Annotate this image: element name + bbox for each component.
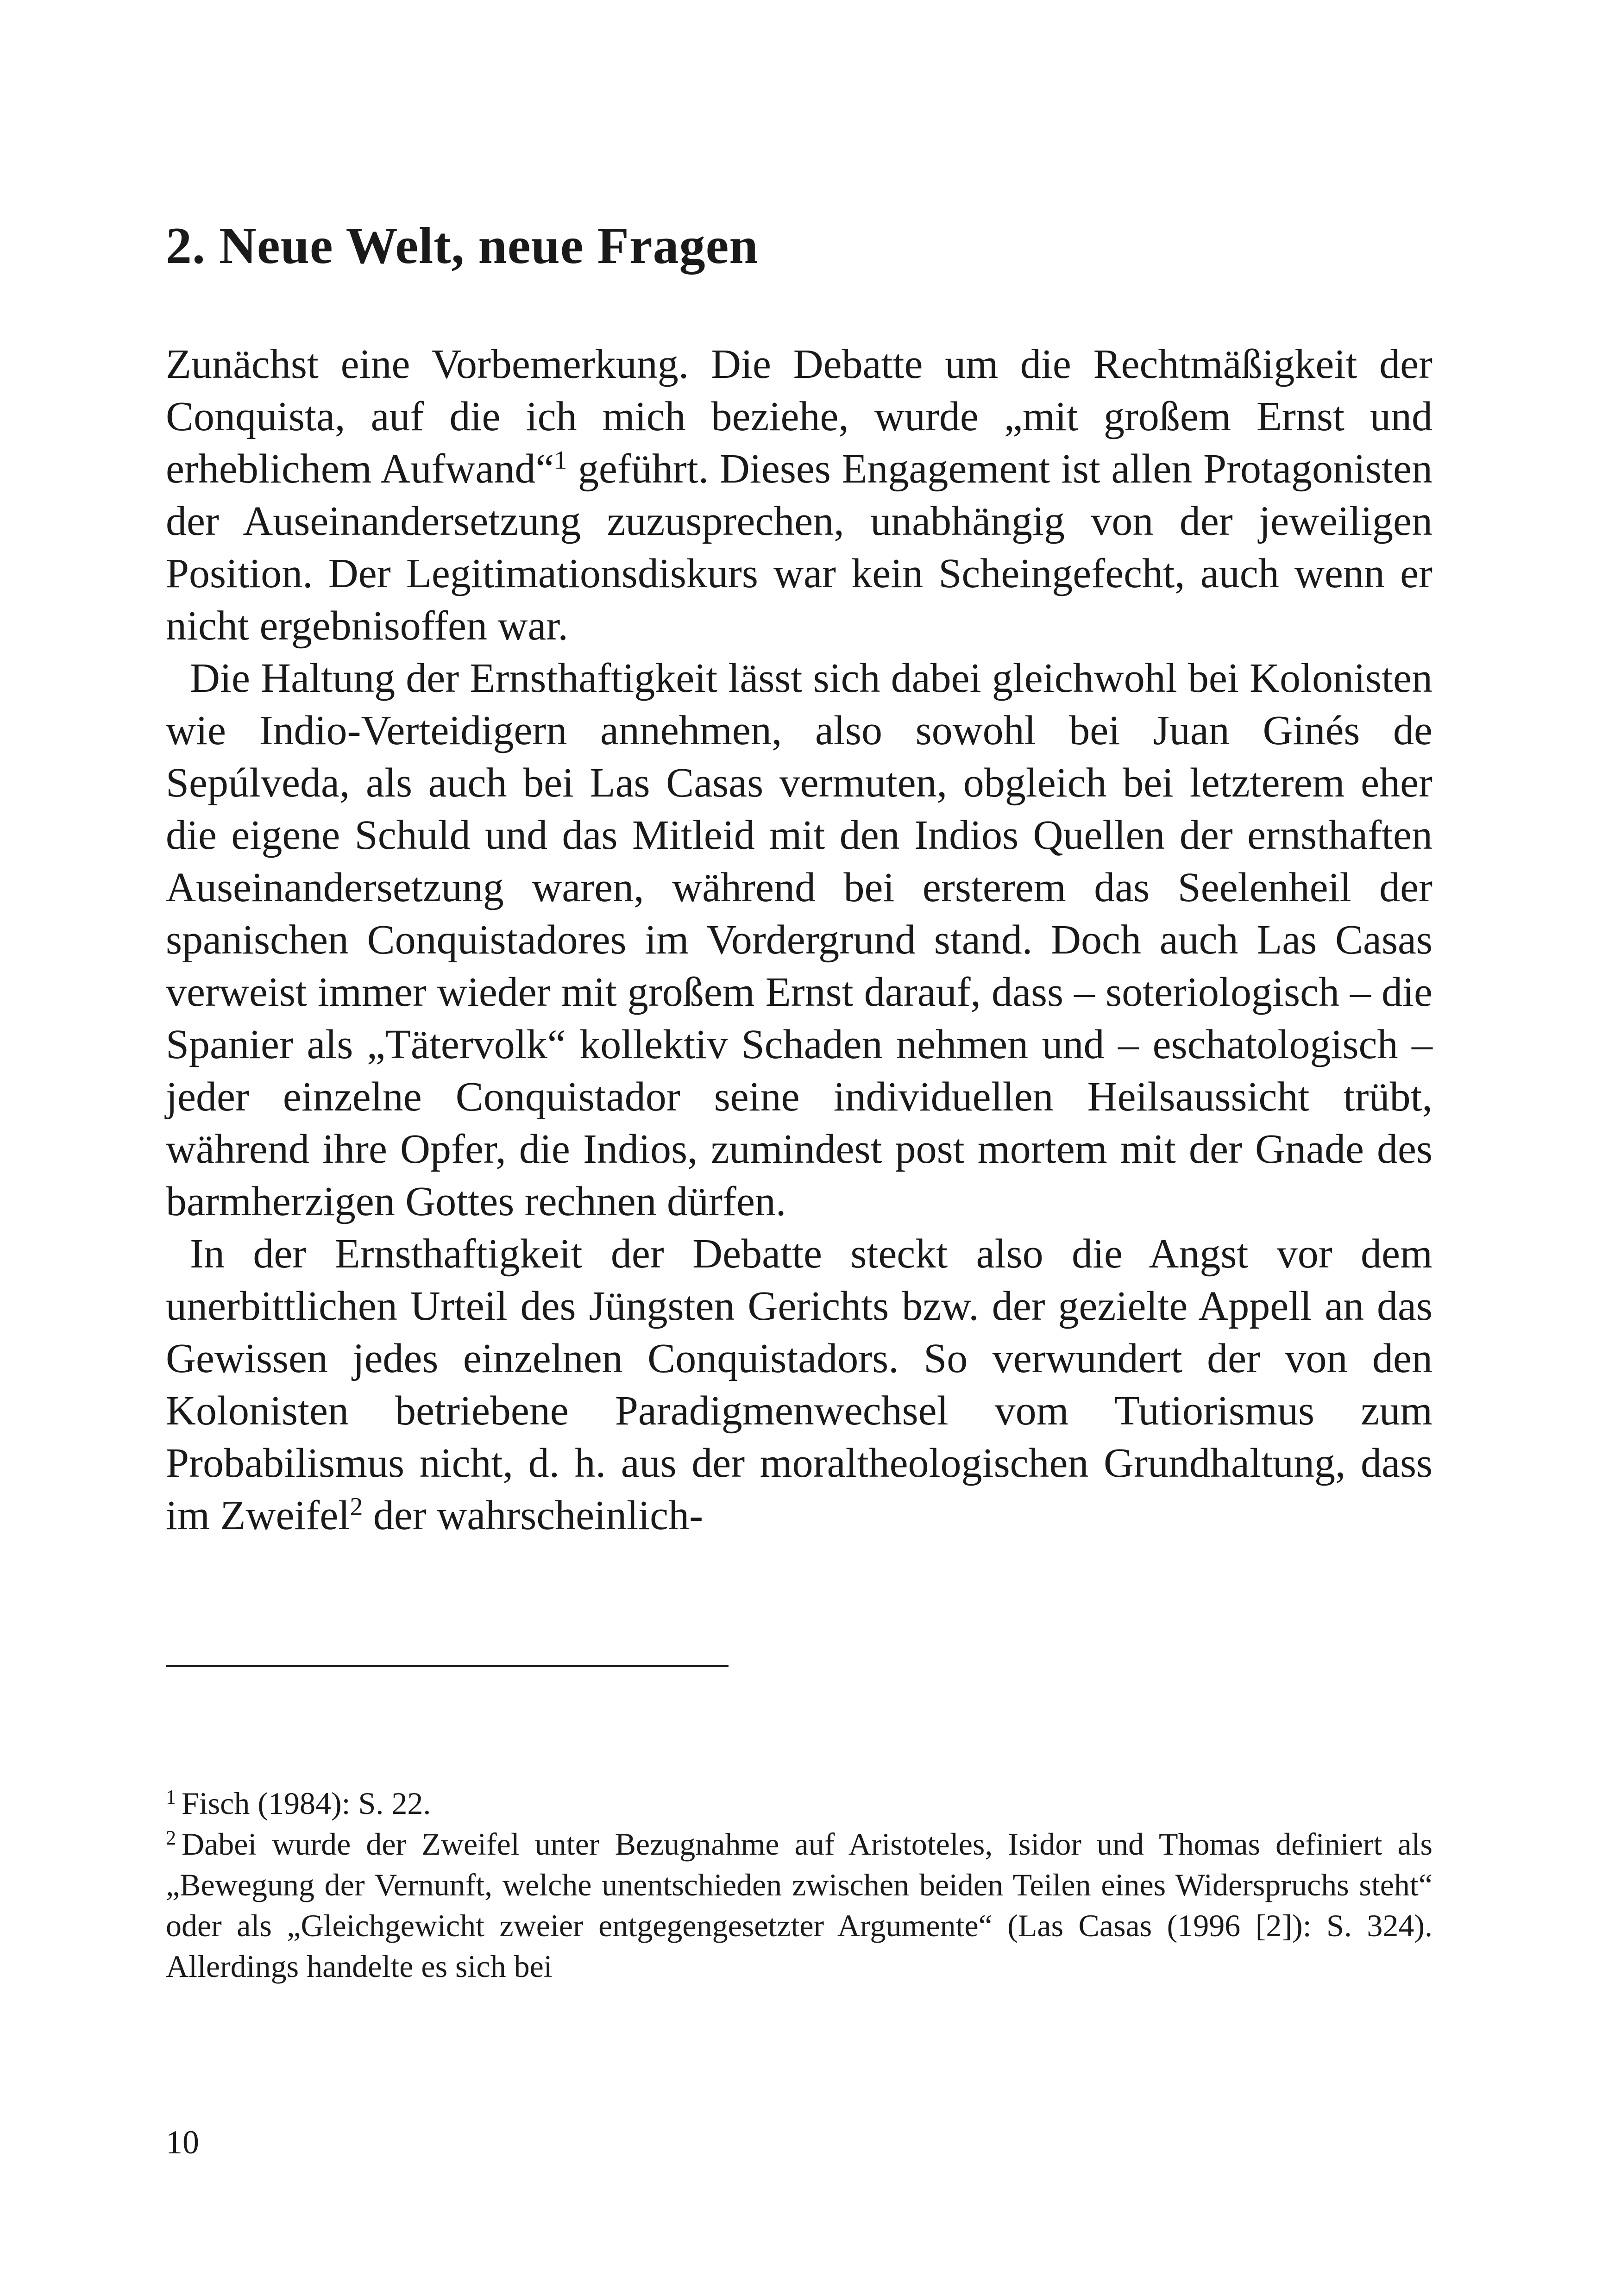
footnote-number-2: 2 xyxy=(166,1826,176,1849)
footnote-text-1: Fisch (1984): S. 22. xyxy=(182,1786,431,1821)
paragraph-3 xyxy=(166,1228,1433,1542)
paragraph-1 xyxy=(166,338,1433,652)
page-number: 10 xyxy=(166,2124,199,2161)
footnote-ref-2[interactable]: 2 xyxy=(350,1493,363,1521)
chapter-heading: 2. Neue Welt, neue Fragen xyxy=(166,217,759,275)
body-text xyxy=(166,338,1433,1542)
footnote-number-1: 1 xyxy=(166,1786,176,1808)
paragraph-3-text-a: In der Ernsthaftigkeit der Debatte steckt also die Angst vor dem unerbittlichen Urteil des Jüngsten Gerichts bzw. der gezielte Appell an das Gewissen jedes einzelnen Conquistadors. So verwundert der von den Kolonisten betriebene Paradigmenwechsel vom Tutiorismus zum Probabilismus nicht, d. h. aus der moraltheologischen Grundhaltung, dass im Zweifel xyxy=(166,1231,1433,1538)
footnote-divider xyxy=(166,1665,729,1667)
footnote-1 xyxy=(166,1783,1433,1824)
footnotes xyxy=(166,1783,1433,1987)
footnote-2 xyxy=(166,1824,1433,1987)
footnote-ref-1[interactable]: 1 xyxy=(554,446,567,475)
footnote-text-2: Dabei wurde der Zweifel unter Bezugnahme auf Aristoteles, Isidor und Thomas definiert als „Bewegung der Vernunft, welche unentschieden zwischen beiden Teilen eines Widerspruchs steht“ oder als „Gleichgewicht zweier entgegengesetzter Argumente“ (Las Casas (1996 [2]): S. 324). Allerdings handelte es sich bei xyxy=(166,1826,1433,1984)
paragraph-2: Die Haltung der Ernsthaftigkeit lässt sich dabei gleichwohl bei Kolonisten wie Indio-Verteidigern annehmen, also sowohl bei Juan Ginés de Sepúlveda, als auch bei Las Casas vermuten, obgleich bei letzterem eher die eigene Schuld und das Mitleid mit den Indios Quellen der ernsthaften Auseinandersetzung waren, während bei ersterem das Seelenheil der spanischen Conquistadores im Vordergrund stand. Doch auch Las Casas verweist immer wieder mit großem Ernst darauf, dass – soteriologisch – die Spanier als „Tätervolk“ kollektiv Schaden nehmen und – eschatologisch – jeder einzelne Conquistador seine individuellen Heilsaussicht trübt, während ihre Opfer, die Indios, zumindest post mortem mit der Gnade des barmherzigen Gottes rechnen dürfen. xyxy=(166,655,1433,1224)
paragraph-1-text-b: geführt. Dieses Engagement ist allen Protagonisten der Auseinandersetzung zuzusprechen, unabhängig von der jeweiligen Position. Der Legitimationsdiskurs war kein Scheingefecht, auch wenn er nicht ergebnisoffen war. xyxy=(166,446,1433,649)
paragraph-1-text-a: Zunächst eine Vorbemerkung. Die Debatte um die Rechtmäßigkeit der Conquista, auf die ich mich beziehe, wurde „mit großem Ernst und erheblichem Aufwand“ xyxy=(166,341,1433,492)
paragraph-3-text-b: der wahrscheinlich- xyxy=(363,1493,704,1538)
